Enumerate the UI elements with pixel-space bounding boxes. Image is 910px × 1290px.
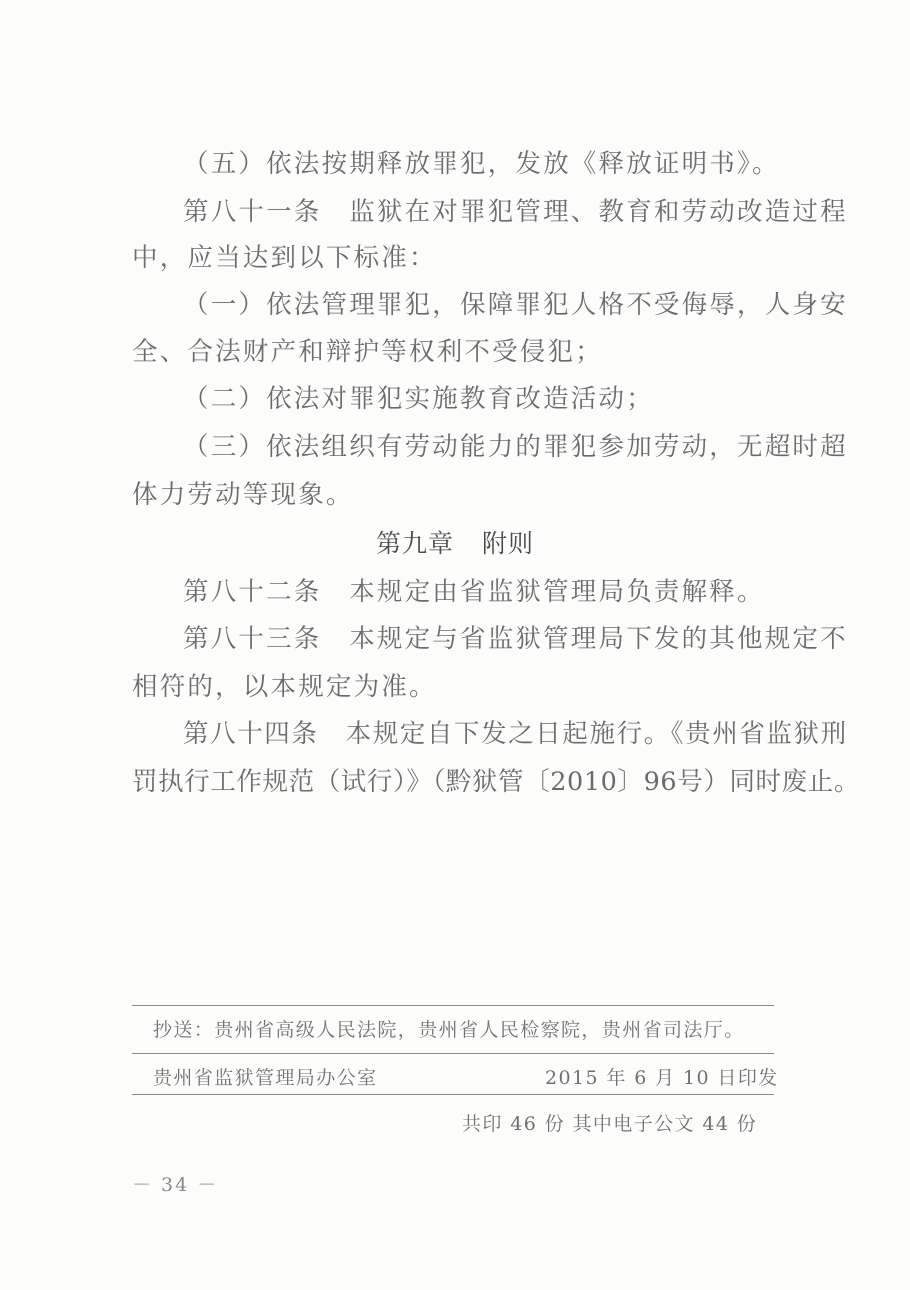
footer-middle-rule [132,1053,774,1054]
body-line-7: （三）依法组织有劳动能力的罪犯参加劳动，无超时超 [183,432,848,462]
chapter-heading [0,527,910,561]
issue-date: 2015 年 6 月 10 日印发 [545,1067,779,1089]
body-line-6: （二）依法对罪犯实施教育改造活动； [183,384,654,414]
copies-count: 共印 46 份 其中电子公文 44 份 [462,1113,758,1135]
article-83-cont: 相符的，以本规定为准。 [132,672,437,702]
article-83: 第八十三条 本规定与省监狱管理局下发的其他规定不 [183,624,848,654]
chapter-number: 第九章 [375,529,454,558]
article-84: 第八十四条 本规定自下发之日起施行。《贵州省监狱刑 [183,719,848,749]
article-84-cont: 罚执行工作规范（试行）》（黔狱管〔2010〕96号）同时废止。 [132,767,860,797]
footer-top-rule [132,1005,774,1006]
article-82: 第八十二条 本规定由省监狱管理局负责解释。 [183,577,765,607]
body-line-3: 中，应当达到以下标准： [132,243,437,273]
body-line-4: （一）依法管理罪犯，保障罪犯人格不受侮辱，人身安 [183,290,848,320]
body-line-2: 第八十一条 监狱在对罪犯管理、教育和劳动改造过程 [183,197,848,227]
body-line-8: 体力劳动等现象。 [132,480,354,510]
page-number: － 34 － [132,1174,219,1196]
issuer-office: 贵州省监狱管理局办公室 [153,1067,378,1089]
body-line-1: （五）依法按期释放罪犯，发放《释放证明书》。 [183,149,780,179]
body-line-5: 全、合法财产和辩护等权利不受侵犯； [132,337,603,367]
footer-bottom-rule [132,1094,774,1095]
cc-line: 抄送：贵州省高级人民法院，贵州省人民检察院，贵州省司法厅。 [153,1019,745,1041]
chapter-title: 附则 [482,529,535,558]
